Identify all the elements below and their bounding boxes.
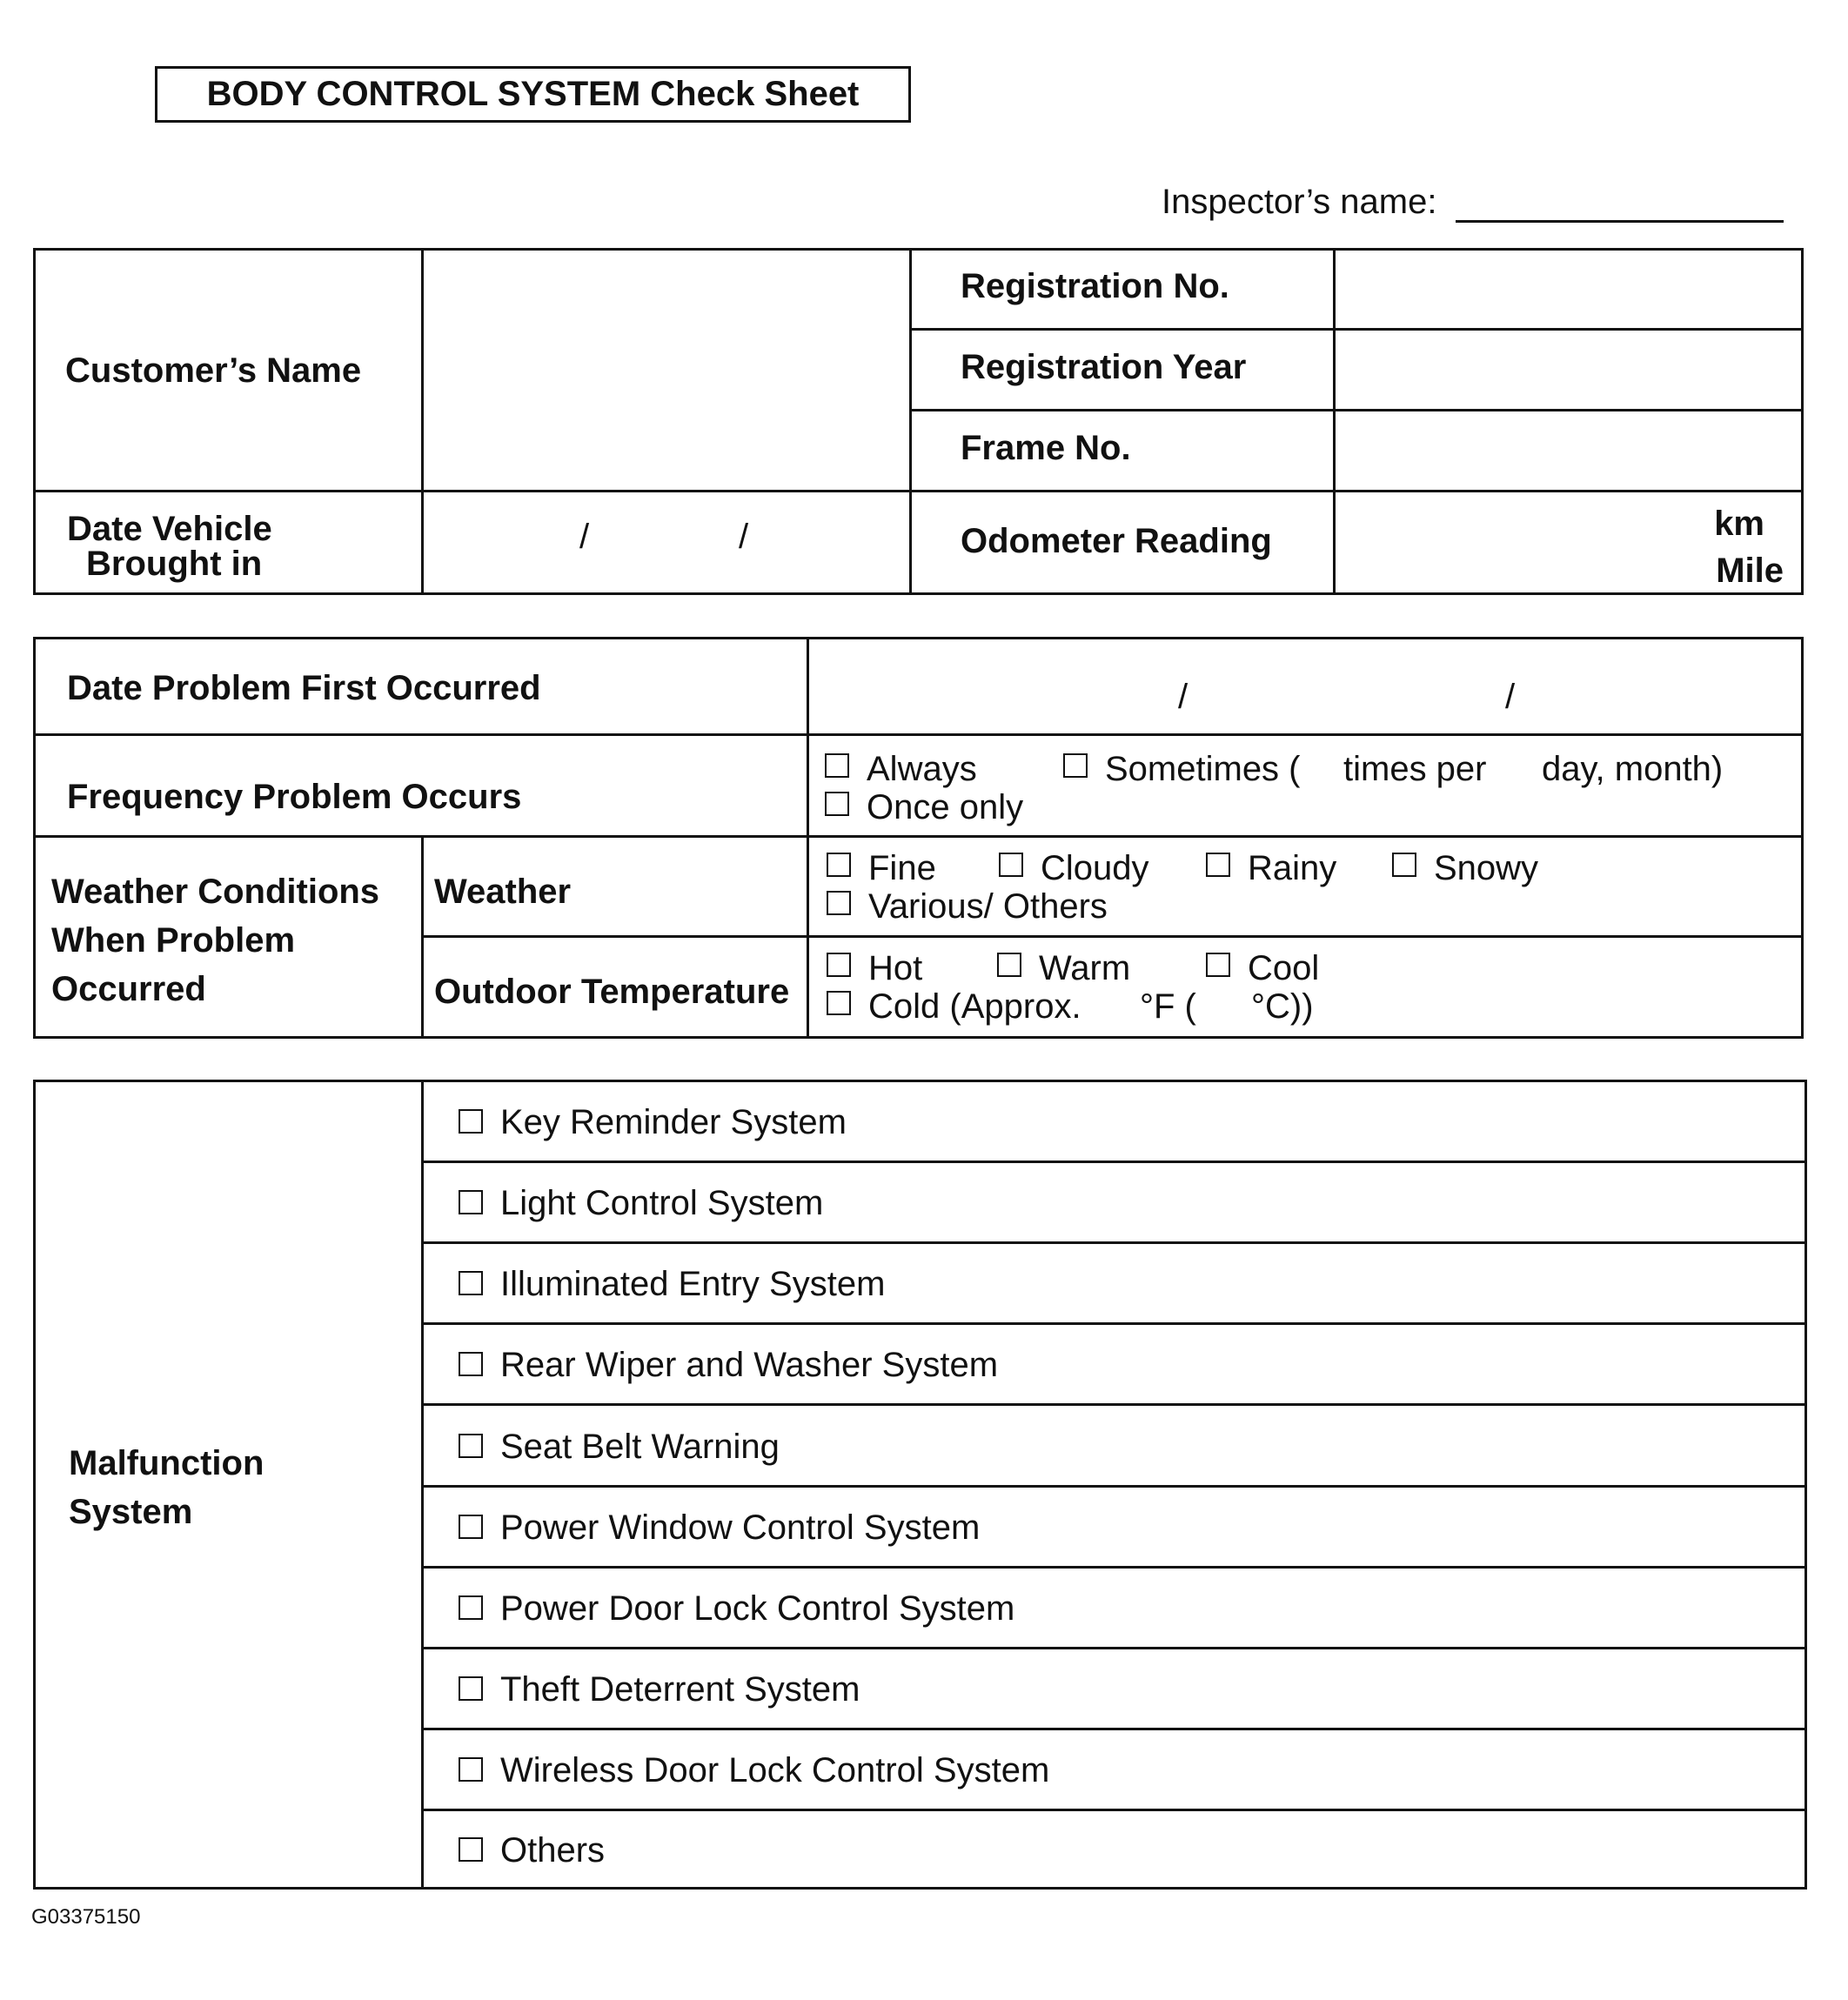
malfunction-item-row — [421, 1485, 1807, 1569]
temp-celsius-label: °C)) — [1251, 987, 1314, 1026]
freq-sometimes-label: Sometimes ( — [1105, 750, 1301, 788]
malfunction-item-row — [421, 1809, 1807, 1890]
weather-snowy-label: Snowy — [1434, 849, 1539, 887]
malfunction-item-checkbox[interactable] — [459, 1515, 483, 1539]
malfunction-item-row — [421, 1322, 1807, 1406]
malfunction-item-checkbox[interactable] — [459, 1837, 483, 1862]
date-separator: / — [1178, 678, 1188, 716]
malfunction-item-label: Power Window Control System — [500, 1508, 981, 1547]
malfunction-item-label: Light Control System — [500, 1184, 824, 1222]
customer-name-label: Customer’s Name — [65, 351, 362, 390]
unit-km: km — [1714, 505, 1764, 543]
registration-no-label: Registration No. — [961, 267, 1229, 305]
malfunction-item-checkbox[interactable] — [459, 1434, 483, 1458]
malfunction-item-label: Wireless Door Lock Control System — [500, 1751, 1050, 1789]
date-separator: / — [1505, 678, 1516, 716]
date-separator: / — [579, 518, 590, 556]
weather-conditions-label-cell — [33, 835, 424, 1039]
malfunction-item-checkbox[interactable] — [459, 1109, 483, 1134]
malfunction-item-row — [421, 1728, 1807, 1811]
registration-no-field[interactable] — [1333, 248, 1804, 331]
unit-mile: Mile — [1716, 552, 1784, 590]
temperature-label-cell — [421, 935, 809, 1039]
weather-label: Weather — [434, 873, 572, 911]
freq-day-month-label: day, month) — [1542, 750, 1724, 788]
date-first-occurred-label-cell — [33, 637, 809, 736]
weather-conditions-label-line3: Occurred — [51, 970, 206, 1008]
sheet-title: BODY CONTROL SYSTEM Check Sheet — [155, 66, 911, 123]
frequency-label: Frequency Problem Occurs — [67, 778, 522, 816]
malfunction-item-row — [421, 1080, 1807, 1163]
malfunction-label-line2: System — [69, 1493, 193, 1531]
temp-hot-checkbox[interactable] — [827, 953, 851, 977]
weather-various-label: Various/ Others — [868, 887, 1108, 926]
weather-rainy-checkbox[interactable] — [1206, 853, 1230, 877]
weather-label-cell — [421, 835, 809, 938]
inspector-name-field[interactable] — [1456, 220, 1784, 223]
malfunction-item-row — [421, 1403, 1807, 1488]
malfunction-item-label: Theft Deterrent System — [500, 1670, 860, 1709]
malfunction-item-checkbox[interactable] — [459, 1352, 483, 1376]
weather-fine-checkbox[interactable] — [827, 853, 851, 877]
frame-no-label-cell — [909, 409, 1336, 492]
temp-warm-label: Warm — [1039, 949, 1131, 987]
temp-cool-checkbox[interactable] — [1206, 953, 1230, 977]
weather-various-checkbox[interactable] — [827, 891, 851, 915]
freq-always-checkbox[interactable] — [825, 753, 849, 778]
weather-conditions-label-line2: When Problem — [51, 921, 296, 960]
temp-cool-label: Cool — [1248, 949, 1320, 987]
malfunction-item-label: Illuminated Entry System — [500, 1265, 886, 1303]
registration-year-label-cell — [909, 328, 1336, 411]
malfunction-item-label: Others — [500, 1831, 606, 1870]
malfunction-item-row — [421, 1647, 1807, 1730]
registration-no-label-cell — [909, 248, 1336, 331]
date-brought-in-field[interactable] — [421, 490, 912, 595]
malfunction-item-label: Rear Wiper and Washer System — [500, 1346, 999, 1384]
malfunction-label-line1: Malfunction — [69, 1444, 264, 1482]
malfunction-item-checkbox[interactable] — [459, 1757, 483, 1782]
date-first-occurred-field[interactable] — [807, 637, 1804, 736]
freq-always-label: Always — [867, 750, 977, 788]
malfunction-item-row — [421, 1241, 1807, 1325]
weather-snowy-checkbox[interactable] — [1392, 853, 1416, 877]
odometer-field[interactable] — [1333, 490, 1804, 595]
date-first-occurred-label: Date Problem First Occurred — [67, 669, 541, 707]
temperature-options-cell — [807, 935, 1804, 1039]
date-brought-in-label-cell — [33, 490, 424, 595]
malfunction-item-checkbox[interactable] — [459, 1271, 483, 1295]
frame-no-label: Frame No. — [961, 429, 1131, 467]
customer-name-label-cell — [33, 248, 424, 492]
customer-name-field[interactable] — [421, 248, 912, 492]
malfunction-item-label: Power Door Lock Control System — [500, 1589, 1015, 1628]
weather-cloudy-label: Cloudy — [1041, 849, 1149, 887]
temp-fahrenheit-label: °F ( — [1140, 987, 1196, 1026]
inspector-label: Inspector’s name: — [1162, 183, 1437, 221]
malfunction-label-cell — [33, 1080, 424, 1890]
frame-no-field[interactable] — [1333, 409, 1804, 492]
weather-cloudy-checkbox[interactable] — [999, 853, 1023, 877]
malfunction-item-label: Seat Belt Warning — [500, 1428, 780, 1466]
registration-year-label: Registration Year — [961, 348, 1247, 386]
odometer-label: Odometer Reading — [961, 522, 1272, 560]
malfunction-item-row — [421, 1161, 1807, 1244]
malfunction-item-label: Key Reminder System — [500, 1103, 847, 1141]
freq-once-label: Once only — [867, 788, 1024, 826]
temp-warm-checkbox[interactable] — [997, 953, 1021, 977]
freq-once-checkbox[interactable] — [825, 792, 849, 816]
weather-conditions-label-line1: Weather Conditions — [51, 873, 380, 911]
frequency-label-cell — [33, 733, 809, 838]
frequency-options-cell — [807, 733, 1804, 838]
temperature-label: Outdoor Temperature — [434, 973, 790, 1011]
weather-fine-label: Fine — [868, 849, 936, 887]
malfunction-item-checkbox[interactable] — [459, 1190, 483, 1214]
temp-cold-checkbox[interactable] — [827, 991, 851, 1015]
malfunction-item-checkbox[interactable] — [459, 1595, 483, 1620]
freq-sometimes-checkbox[interactable] — [1063, 753, 1088, 778]
date-separator: / — [739, 518, 749, 556]
date-brought-in-label-line1: Date Vehicle — [67, 510, 272, 548]
temp-hot-label: Hot — [868, 949, 923, 987]
date-brought-in-label-line2: Brought in — [86, 545, 263, 583]
malfunction-item-checkbox[interactable] — [459, 1676, 483, 1701]
figure-code: G03375150 — [31, 1905, 141, 1929]
weather-options-cell — [807, 835, 1804, 938]
malfunction-item-row — [421, 1566, 1807, 1649]
registration-year-field[interactable] — [1333, 328, 1804, 411]
weather-rainy-label: Rainy — [1248, 849, 1337, 887]
odometer-label-cell — [909, 490, 1336, 595]
freq-times-per-label: times per — [1343, 750, 1487, 788]
temp-cold-label: Cold (Approx. — [868, 987, 1081, 1026]
